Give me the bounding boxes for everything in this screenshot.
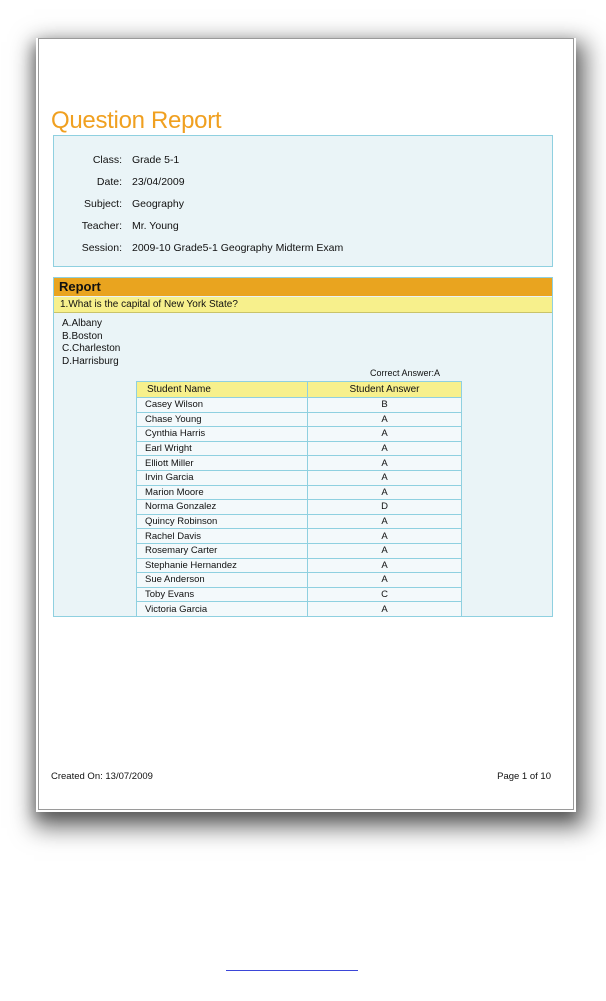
student-name-cell: Elliott Miller bbox=[137, 456, 308, 471]
student-name-cell: Casey Wilson bbox=[137, 398, 308, 413]
report-section bbox=[53, 277, 553, 617]
info-label: Date: bbox=[96, 176, 122, 188]
student-answer-cell: A bbox=[308, 470, 462, 485]
option-b: B.Boston bbox=[62, 330, 103, 342]
page-number: Page 1 of 10 bbox=[497, 771, 551, 782]
student-name-cell: Toby Evans bbox=[137, 587, 308, 602]
student-answer-cell: A bbox=[308, 573, 462, 588]
student-answer-cell: C bbox=[308, 587, 462, 602]
info-value: Geography bbox=[132, 198, 184, 210]
student-answer-cell: D bbox=[308, 500, 462, 515]
column-header-student-answer: Student Answer bbox=[308, 382, 462, 398]
student-answer-cell: A bbox=[308, 602, 462, 617]
table-row bbox=[137, 587, 462, 602]
student-answer-cell: A bbox=[308, 441, 462, 456]
question-text: 1.What is the capital of New York State? bbox=[54, 297, 552, 313]
student-answer-cell: A bbox=[308, 529, 462, 544]
column-header-student-name: Student Name bbox=[137, 382, 308, 398]
student-answer-cell: A bbox=[308, 427, 462, 442]
student-name-cell: Earl Wright bbox=[137, 441, 308, 456]
table-row bbox=[137, 485, 462, 500]
student-answer-cell: A bbox=[308, 456, 462, 471]
table-row bbox=[137, 412, 462, 427]
student-answers-table bbox=[136, 381, 462, 617]
student-name-cell: Stephanie Hernandez bbox=[137, 558, 308, 573]
student-name-cell: Irvin Garcia bbox=[137, 470, 308, 485]
student-answer-cell: A bbox=[308, 558, 462, 573]
info-row-session bbox=[54, 242, 552, 256]
table-row bbox=[137, 456, 462, 471]
student-name-cell: Chase Young bbox=[137, 412, 308, 427]
table-row bbox=[137, 514, 462, 529]
info-row-subject bbox=[54, 198, 552, 212]
table-row bbox=[137, 427, 462, 442]
info-label: Session: bbox=[81, 242, 122, 254]
student-name-cell: Norma Gonzalez bbox=[137, 500, 308, 515]
table-row bbox=[137, 470, 462, 485]
student-name-cell: Quincy Robinson bbox=[137, 514, 308, 529]
report-section-title: Report bbox=[54, 278, 552, 296]
table-row bbox=[137, 558, 462, 573]
student-answer-cell: A bbox=[308, 412, 462, 427]
info-value: Mr. Young bbox=[132, 220, 179, 232]
report-page bbox=[38, 38, 574, 810]
table-row bbox=[137, 398, 462, 413]
table-row bbox=[137, 543, 462, 558]
student-name-cell: Sue Anderson bbox=[137, 573, 308, 588]
table-row bbox=[137, 529, 462, 544]
report-info-panel bbox=[53, 135, 553, 267]
student-answer-cell: A bbox=[308, 543, 462, 558]
info-label: Teacher: bbox=[81, 220, 122, 232]
info-row-class bbox=[54, 154, 552, 168]
student-name-cell: Cynthia Harris bbox=[137, 427, 308, 442]
correct-answer: Correct Answer:A bbox=[369, 368, 440, 378]
student-name-cell: Marion Moore bbox=[137, 485, 308, 500]
table-row bbox=[137, 602, 462, 617]
answer-options bbox=[62, 318, 120, 368]
table-row bbox=[137, 441, 462, 456]
divider-line bbox=[226, 970, 358, 971]
info-row-date bbox=[54, 176, 552, 190]
student-name-cell: Rachel Davis bbox=[137, 529, 308, 544]
info-value: 2009-10 Grade5-1 Geography Midterm Exam bbox=[132, 242, 344, 254]
student-answer-cell: A bbox=[308, 485, 462, 500]
created-on: Created On: 13/07/2009 bbox=[51, 771, 153, 782]
table-row bbox=[137, 500, 462, 515]
info-label: Class: bbox=[92, 154, 122, 166]
table-row bbox=[137, 573, 462, 588]
student-name-cell: Victoria Garcia bbox=[137, 602, 308, 617]
student-answer-cell: A bbox=[308, 514, 462, 529]
info-value: 23/04/2009 bbox=[132, 176, 185, 188]
table-header-row bbox=[137, 382, 462, 398]
student-name-cell: Rosemary Carter bbox=[137, 543, 308, 558]
info-label: Subject: bbox=[84, 198, 122, 210]
option-a: A.Albany bbox=[62, 318, 103, 329]
option-c: C.Charleston bbox=[62, 343, 121, 354]
page-title: Question Report bbox=[51, 107, 222, 134]
info-row-teacher bbox=[54, 220, 552, 234]
student-answer-cell: B bbox=[308, 398, 462, 413]
info-value: Grade 5-1 bbox=[132, 154, 180, 166]
option-d: D.Harrisburg bbox=[62, 355, 119, 367]
